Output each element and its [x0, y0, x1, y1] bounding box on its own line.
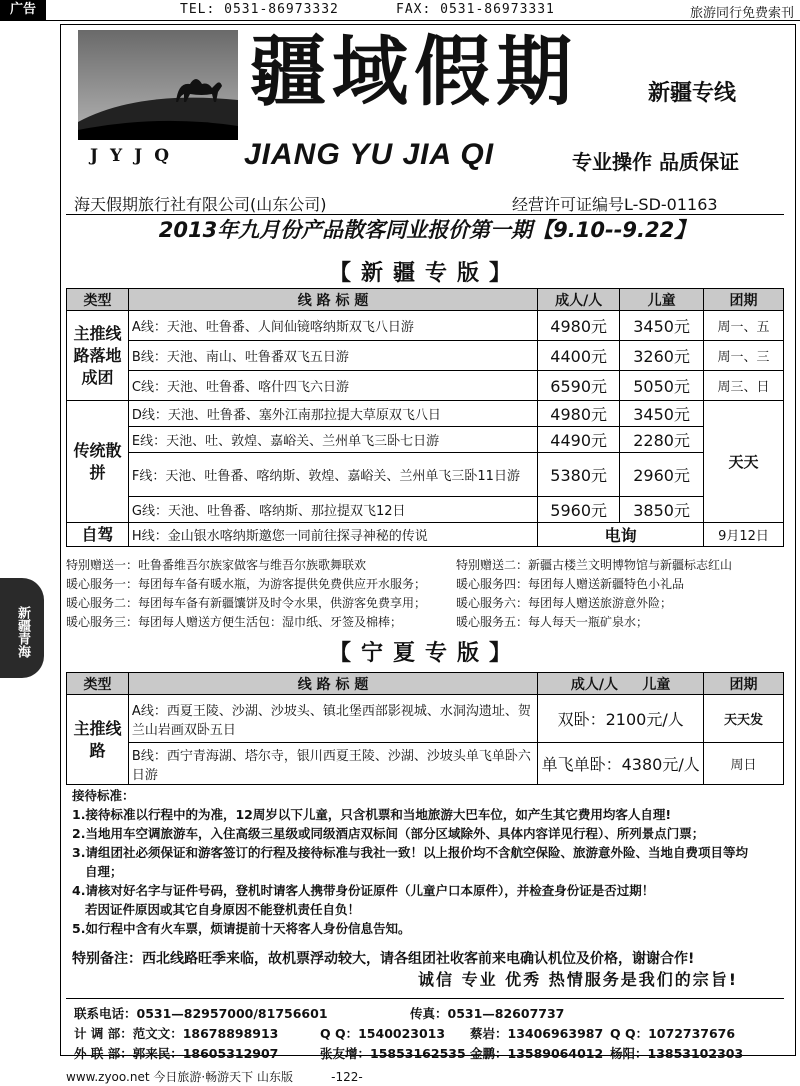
adult-price: 6590元: [538, 371, 620, 401]
tel-number: TEL: 0531-86973332: [180, 2, 339, 17]
table-row: [67, 453, 784, 497]
standard-line: 1.接待标准以行程中的为准，12周岁以下儿童，只含机票和当地旅游大巴车位，如产生其它费用均客人自理!: [72, 807, 672, 822]
route-cell: E线：天池、吐、敦煌、嘉峪关、兰州单飞三卧七日游: [128, 427, 537, 453]
table-row: [67, 341, 784, 371]
category-cell: 传统散拼: [67, 401, 129, 523]
xinjiang-price-table: [66, 288, 784, 547]
price-inquiry: 电询: [538, 523, 704, 547]
child-price: 2960元: [620, 453, 704, 497]
fax-number: FAX: 0531-86973331: [396, 2, 555, 17]
standard-line: 2.当地用车空调旅游车，入住高级三星级或同级酒店双标间（部分区域除外、具体内容详见行程）、所列景点门票；: [72, 826, 705, 841]
header-group: 团期: [704, 289, 784, 311]
standard-line: 接待标准：: [72, 788, 135, 803]
period-title: 2013年九月份产品散客同业报价第一期【9.10--9.22】: [158, 218, 696, 242]
ningxia-price-table: [66, 672, 784, 785]
contact-fax: 传真：0531—82607737: [410, 1006, 565, 1021]
table-header-row: [67, 289, 784, 311]
header-route: 线 路 标 题: [128, 673, 537, 695]
adult-price: 4980元: [538, 401, 620, 427]
table-row: [67, 401, 784, 427]
brand-title: 疆域假期: [250, 27, 578, 116]
note-row: 暖心服务一：每团每车备有暖水瓶，为游客提供免费供应开水服务； 暖心服务四：每团每人赠送新疆特色小礼品: [66, 577, 685, 591]
standard-line: 若因证件原因或其它自身原因不能登机责任自负！: [72, 902, 361, 917]
route-cell: F线：天池、吐鲁番、喀纳斯、敦煌、嘉峪关、兰州单飞三卧11日游: [128, 453, 537, 497]
page-footer: www.zyoo.net 今日旅游·畅游天下 山东版 -122-: [66, 1070, 363, 1084]
table-row: [67, 311, 784, 341]
license-number: 经营许可证编号L-SD-01163: [512, 195, 718, 214]
service-notes: [66, 556, 732, 632]
table-header-row: [67, 673, 784, 695]
standard-line: 自理；: [72, 864, 123, 879]
group-date: 周日: [704, 743, 784, 785]
header-group: 团期: [704, 673, 784, 695]
xinjiang-section-title: 【新疆专版】: [328, 261, 521, 286]
table-row: [67, 497, 784, 523]
adult-price: 4490元: [538, 427, 620, 453]
group-date: 天天: [704, 401, 784, 523]
price-cell: 双卧：2100元/人: [538, 695, 704, 743]
service-standards: [72, 786, 748, 938]
route-cell: A线：天池、吐鲁番、人间仙镜喀纳斯双飞八日游: [128, 311, 537, 341]
camel-logo-icon: [78, 30, 238, 140]
adult-price: 4980元: [538, 311, 620, 341]
table-row: [67, 427, 784, 453]
child-price: 3850元: [620, 497, 704, 523]
route-cell: C线：天池、吐鲁番、喀什四飞六日游: [128, 371, 537, 401]
adult-price: 5960元: [538, 497, 620, 523]
group-date: 周一、五: [704, 311, 784, 341]
table-row: [67, 371, 784, 401]
contact-phone: 联系电话：0531—82957000/81756601: [74, 1006, 328, 1021]
logo-letters: JYJQ: [90, 146, 182, 166]
standard-line: 3.请组团社必须保证和游客签订的行程及接待标准与我社一致！以上报价均不含航空保险、旅游意外险、当地自费项目等均: [72, 845, 748, 860]
group-date: 周三、日: [704, 371, 784, 401]
header-child: 儿童: [620, 289, 704, 311]
price-cell: 单飞单卧：4380元/人: [538, 743, 704, 785]
motto: 诚信 专业 优秀 热情服务是我们的宗旨!: [418, 970, 739, 989]
index-text: 旅游同行免费索刊: [689, 6, 794, 21]
divider: [66, 998, 784, 999]
child-price: 5050元: [620, 371, 704, 401]
company-name: 海天假期旅行社有限公司(山东公司): [74, 195, 327, 214]
header-type: 类型: [67, 289, 129, 311]
child-price: 3450元: [620, 401, 704, 427]
group-date: 天天发: [704, 695, 784, 743]
route-cell: B线：天池、南山、吐鲁番双飞五日游: [128, 341, 537, 371]
category-cell: 主推线路落地成团: [67, 311, 129, 401]
group-date: 周一、三: [704, 341, 784, 371]
side-tab: 新疆青海: [0, 578, 44, 678]
note-row: 特别赠送一：吐鲁番维吾尔族家做客与维吾尔族歌舞联欢 特别赠送二：新疆古楼兰文明博物馆与新疆标志红山: [66, 558, 733, 572]
ad-label: 广告: [0, 0, 46, 20]
standard-line: 4.请核对好名字与证件号码，登机时请客人携带身份证原件（儿童户口本原件），并检查身份证是否过期！: [72, 883, 655, 898]
header-price: 成人/人 儿童: [538, 673, 704, 695]
child-price: 2280元: [620, 427, 704, 453]
route-cell: B线：西宁青海湖、塔尔寺，银川西夏王陵、沙湖、沙坡头单飞单卧六日游: [128, 743, 537, 785]
header-adult: 成人/人: [538, 289, 620, 311]
note-row: 暖心服务三：每团每人赠送方便生活包：湿巾纸、牙签及棉棒； 暖心服务五：每人每天一瓶矿泉水；: [66, 615, 649, 629]
table-row: [67, 695, 784, 743]
route-cell: A线：西夏王陵、沙湖、沙坡头、镇北堡西部影视城、水洞沟遗址、贺兰山岩画双卧五日: [128, 695, 537, 743]
contact-row: 外 联 部：郭来民：18605312907 张友增：15853162535 金鹏：13589064012 杨阳：13853102303: [74, 1046, 744, 1061]
standard-line: 5.如行程中含有火车票，烦请提前十天将客人身份信息告知。: [72, 921, 411, 936]
ningxia-section-title: 【宁夏专版】: [328, 641, 521, 666]
route-cell: G线：天池、吐鲁番、喀纳斯、那拉提双飞12日: [128, 497, 537, 523]
category-cell: 主推线路: [67, 695, 129, 785]
adult-price: 4400元: [538, 341, 620, 371]
contact-row: 计 调 部：范文文：18678898913 Q Q：1540023013 蔡岩：13406963987 Q Q：1072737676: [74, 1026, 736, 1041]
header-route: 线 路 标 题: [128, 289, 537, 311]
child-price: 3260元: [620, 341, 704, 371]
brand-pinyin: JIANG YU JIA QI: [244, 138, 495, 171]
group-date: 9月12日: [704, 523, 784, 547]
child-price: 3450元: [620, 311, 704, 341]
route-cell: H线：金山银水喀纳斯邀您一同前往探寻神秘的传说: [128, 523, 537, 547]
brand-slogan: 专业操作 品质保证: [572, 150, 739, 174]
adult-price: 5380元: [538, 453, 620, 497]
note-row: 暖心服务二：每团每车备有新疆馕饼及时令水果，供游客免费享用； 暖心服务六：每团每人赠送旅游意外险；: [66, 596, 673, 610]
table-row: [67, 743, 784, 785]
table-row: [67, 523, 784, 547]
special-remark: 特别备注：西北线路旺季来临，故机票浮动较大，请各组团社收客前来电确认机位及价格，谢谢合作!: [72, 951, 695, 967]
header-type: 类型: [67, 673, 129, 695]
route-cell: D线：天池、吐鲁番、塞外江南那拉提大草原双飞八日: [128, 401, 537, 427]
line-tag: 新疆专线: [648, 81, 737, 106]
category-cell: 自驾: [67, 523, 129, 547]
logo: [78, 30, 238, 168]
top-bar: [0, 0, 800, 21]
